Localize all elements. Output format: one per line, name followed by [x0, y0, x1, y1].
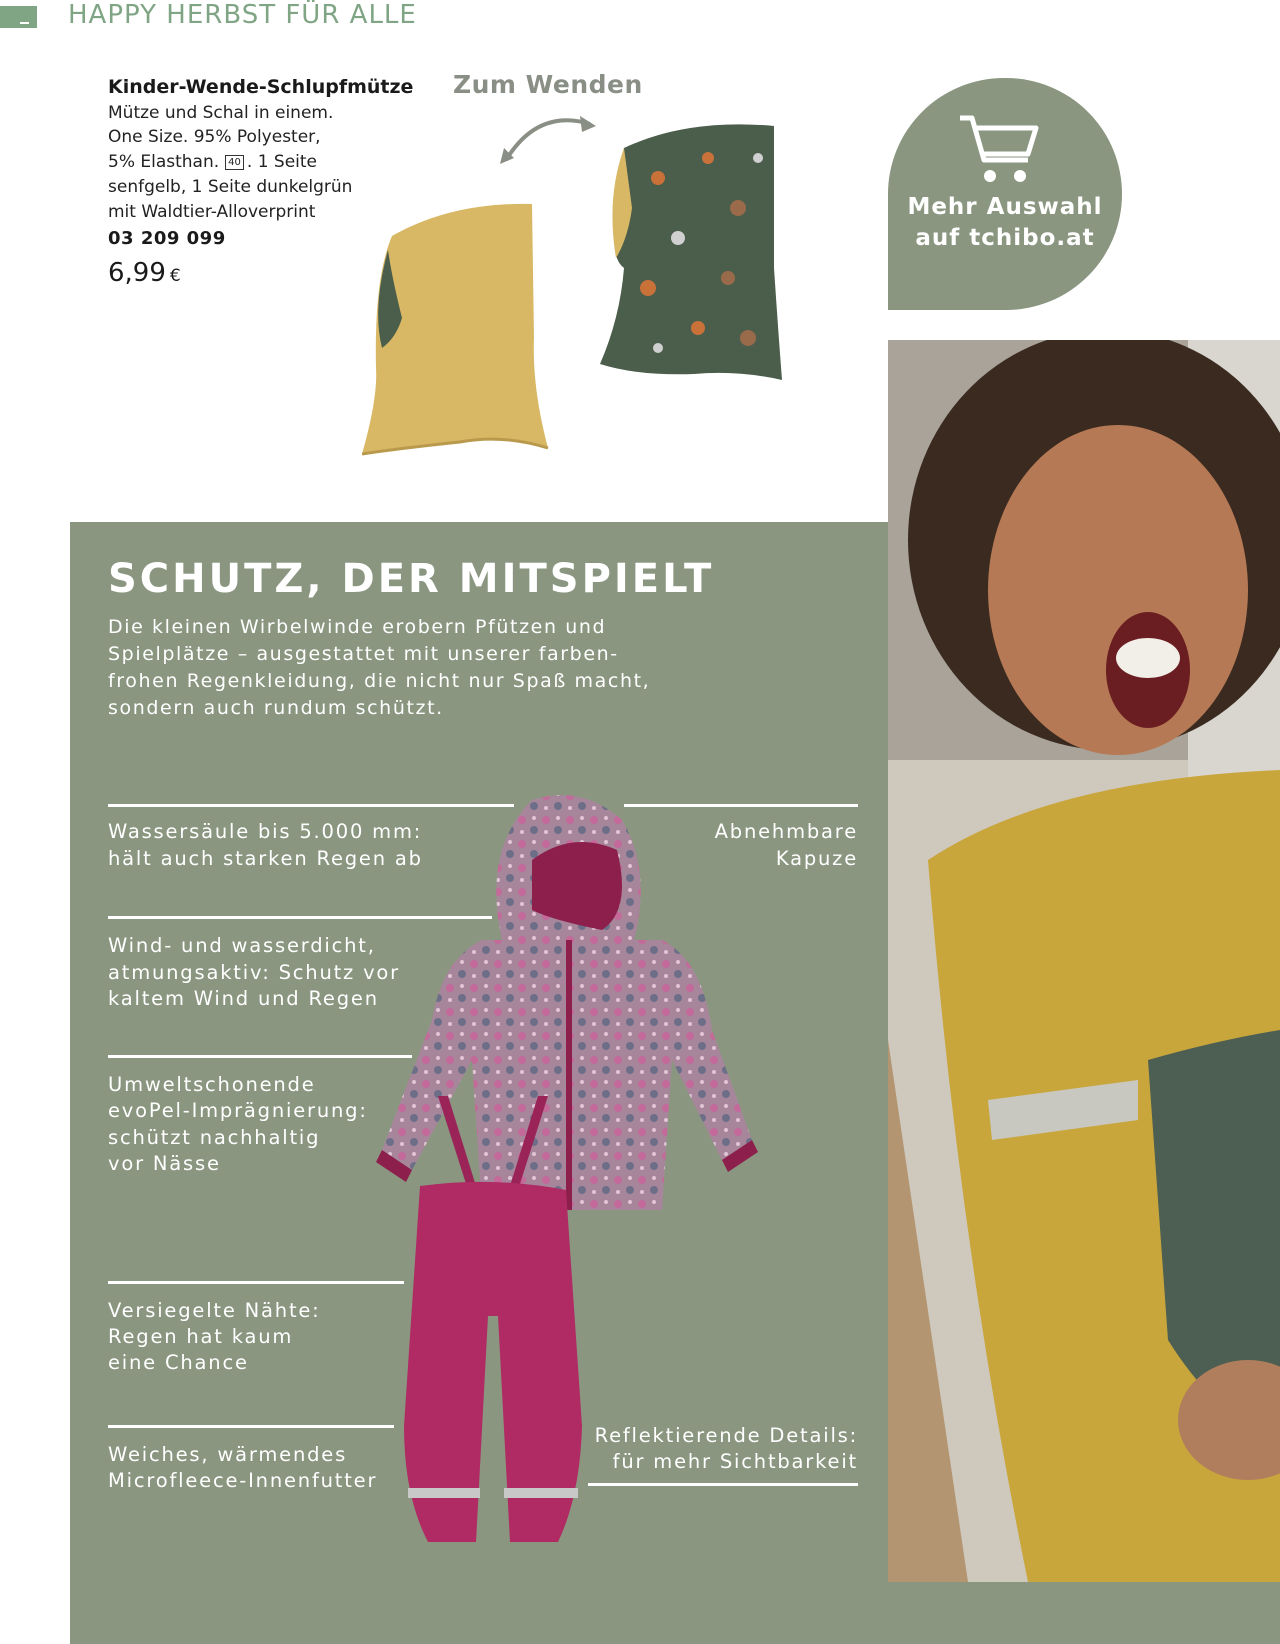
price — [108, 258, 181, 288]
rain-pants-image — [398, 1096, 588, 1544]
product-desc-line: mit Waldtier-Alloverprint — [108, 202, 316, 222]
feature-fleece-line-2: Microfleece-Innenfutter — [108, 1469, 378, 1492]
feature-divider — [108, 804, 514, 807]
section-title: HAPPY HERBST FÜR ALLE — [68, 0, 417, 30]
feature-water-line-2: hält auch starken Regen ab — [108, 847, 423, 870]
feature-divider — [108, 1281, 404, 1284]
intro-line: Spielplätze – ausgestattet mit unserer farben- — [108, 643, 619, 665]
corner-mark — [20, 22, 29, 24]
feature-seams-line-2: Regen hat kaum — [108, 1325, 294, 1348]
feature-eco-line-4: vor Nässe — [108, 1152, 221, 1175]
hat-green-side — [598, 118, 790, 382]
wash-40-icon: 40 — [225, 155, 244, 170]
feature-fleece-line-1: Weiches, wärmendes — [108, 1443, 348, 1466]
feature-reflect-line-2: für mehr Sichtbarkeit — [612, 1450, 858, 1473]
product-number: 03 209 099 — [108, 228, 226, 249]
price-currency: € — [169, 266, 181, 286]
product-name: Kinder-Wende-Schlupfmütze — [108, 76, 414, 98]
corner-tab — [0, 6, 37, 28]
feature-eco-line-1: Umweltschonende — [108, 1073, 316, 1096]
feature-eco-line-3: schützt nachhaltig — [108, 1126, 321, 1149]
feature-seams-line-1: Versiegelte Nähte: — [108, 1299, 321, 1322]
product-desc-line: One Size. 95% Polyester, — [108, 127, 321, 147]
reversible-label: Zum Wenden — [453, 70, 643, 99]
feature-divider — [588, 1483, 858, 1486]
feature-hood-line-2: Kapuze — [775, 847, 858, 870]
product-desc-line: senfgelb, 1 Seite dunkelgrün — [108, 177, 353, 197]
feature-hood-line-1: Abnehmbare — [714, 820, 858, 843]
more-selection-text[interactable]: Mehr Auswahl — [907, 194, 1103, 220]
feature-divider — [108, 1055, 412, 1058]
feature-wind-line-2: atmungsaktiv: Schutz vor — [108, 961, 400, 984]
feature-wind-line-1: Wind- und wasserdicht, — [108, 934, 376, 957]
panel-heading: SCHUTZ, DER MITSPIELT — [108, 556, 715, 602]
feature-wind-line-3: kaltem Wind und Regen — [108, 987, 379, 1010]
feature-divider — [108, 916, 492, 919]
feature-water-line-1: Wassersäule bis 5.000 mm: — [108, 820, 423, 843]
intro-line: Die kleinen Wirbelwinde erobern Pfützen und — [108, 616, 607, 638]
product-desc-line: Mütze und Schal in einem. — [108, 103, 334, 123]
reverse-arrow-icon — [498, 110, 602, 170]
panel-bottom-strip — [888, 1582, 1280, 1644]
product-desc-text: . 1 Seite — [246, 152, 318, 172]
child-photo — [888, 340, 1280, 1582]
shopping-cart-icon[interactable] — [958, 114, 1040, 186]
feature-divider — [108, 1425, 394, 1428]
intro-line: sondern auch rundum schützt. — [108, 697, 444, 719]
price-value: 6,99 — [108, 258, 166, 288]
hat-mustard-side — [362, 198, 554, 460]
product-desc-line — [108, 150, 317, 174]
feature-reflect-line-1: Reflektierende Details: — [594, 1424, 858, 1447]
feature-divider — [624, 804, 858, 807]
product-desc-text: 5% Elasthan. — [108, 152, 220, 172]
feature-eco-line-2: evoPel-Imprägnierung: — [108, 1099, 368, 1122]
feature-seams-line-3: eine Chance — [108, 1351, 249, 1374]
intro-line: frohen Regenkleidung, die nicht nur Spaß macht, — [108, 670, 651, 692]
shop-url-text[interactable]: auf tchibo.at — [915, 225, 1095, 251]
